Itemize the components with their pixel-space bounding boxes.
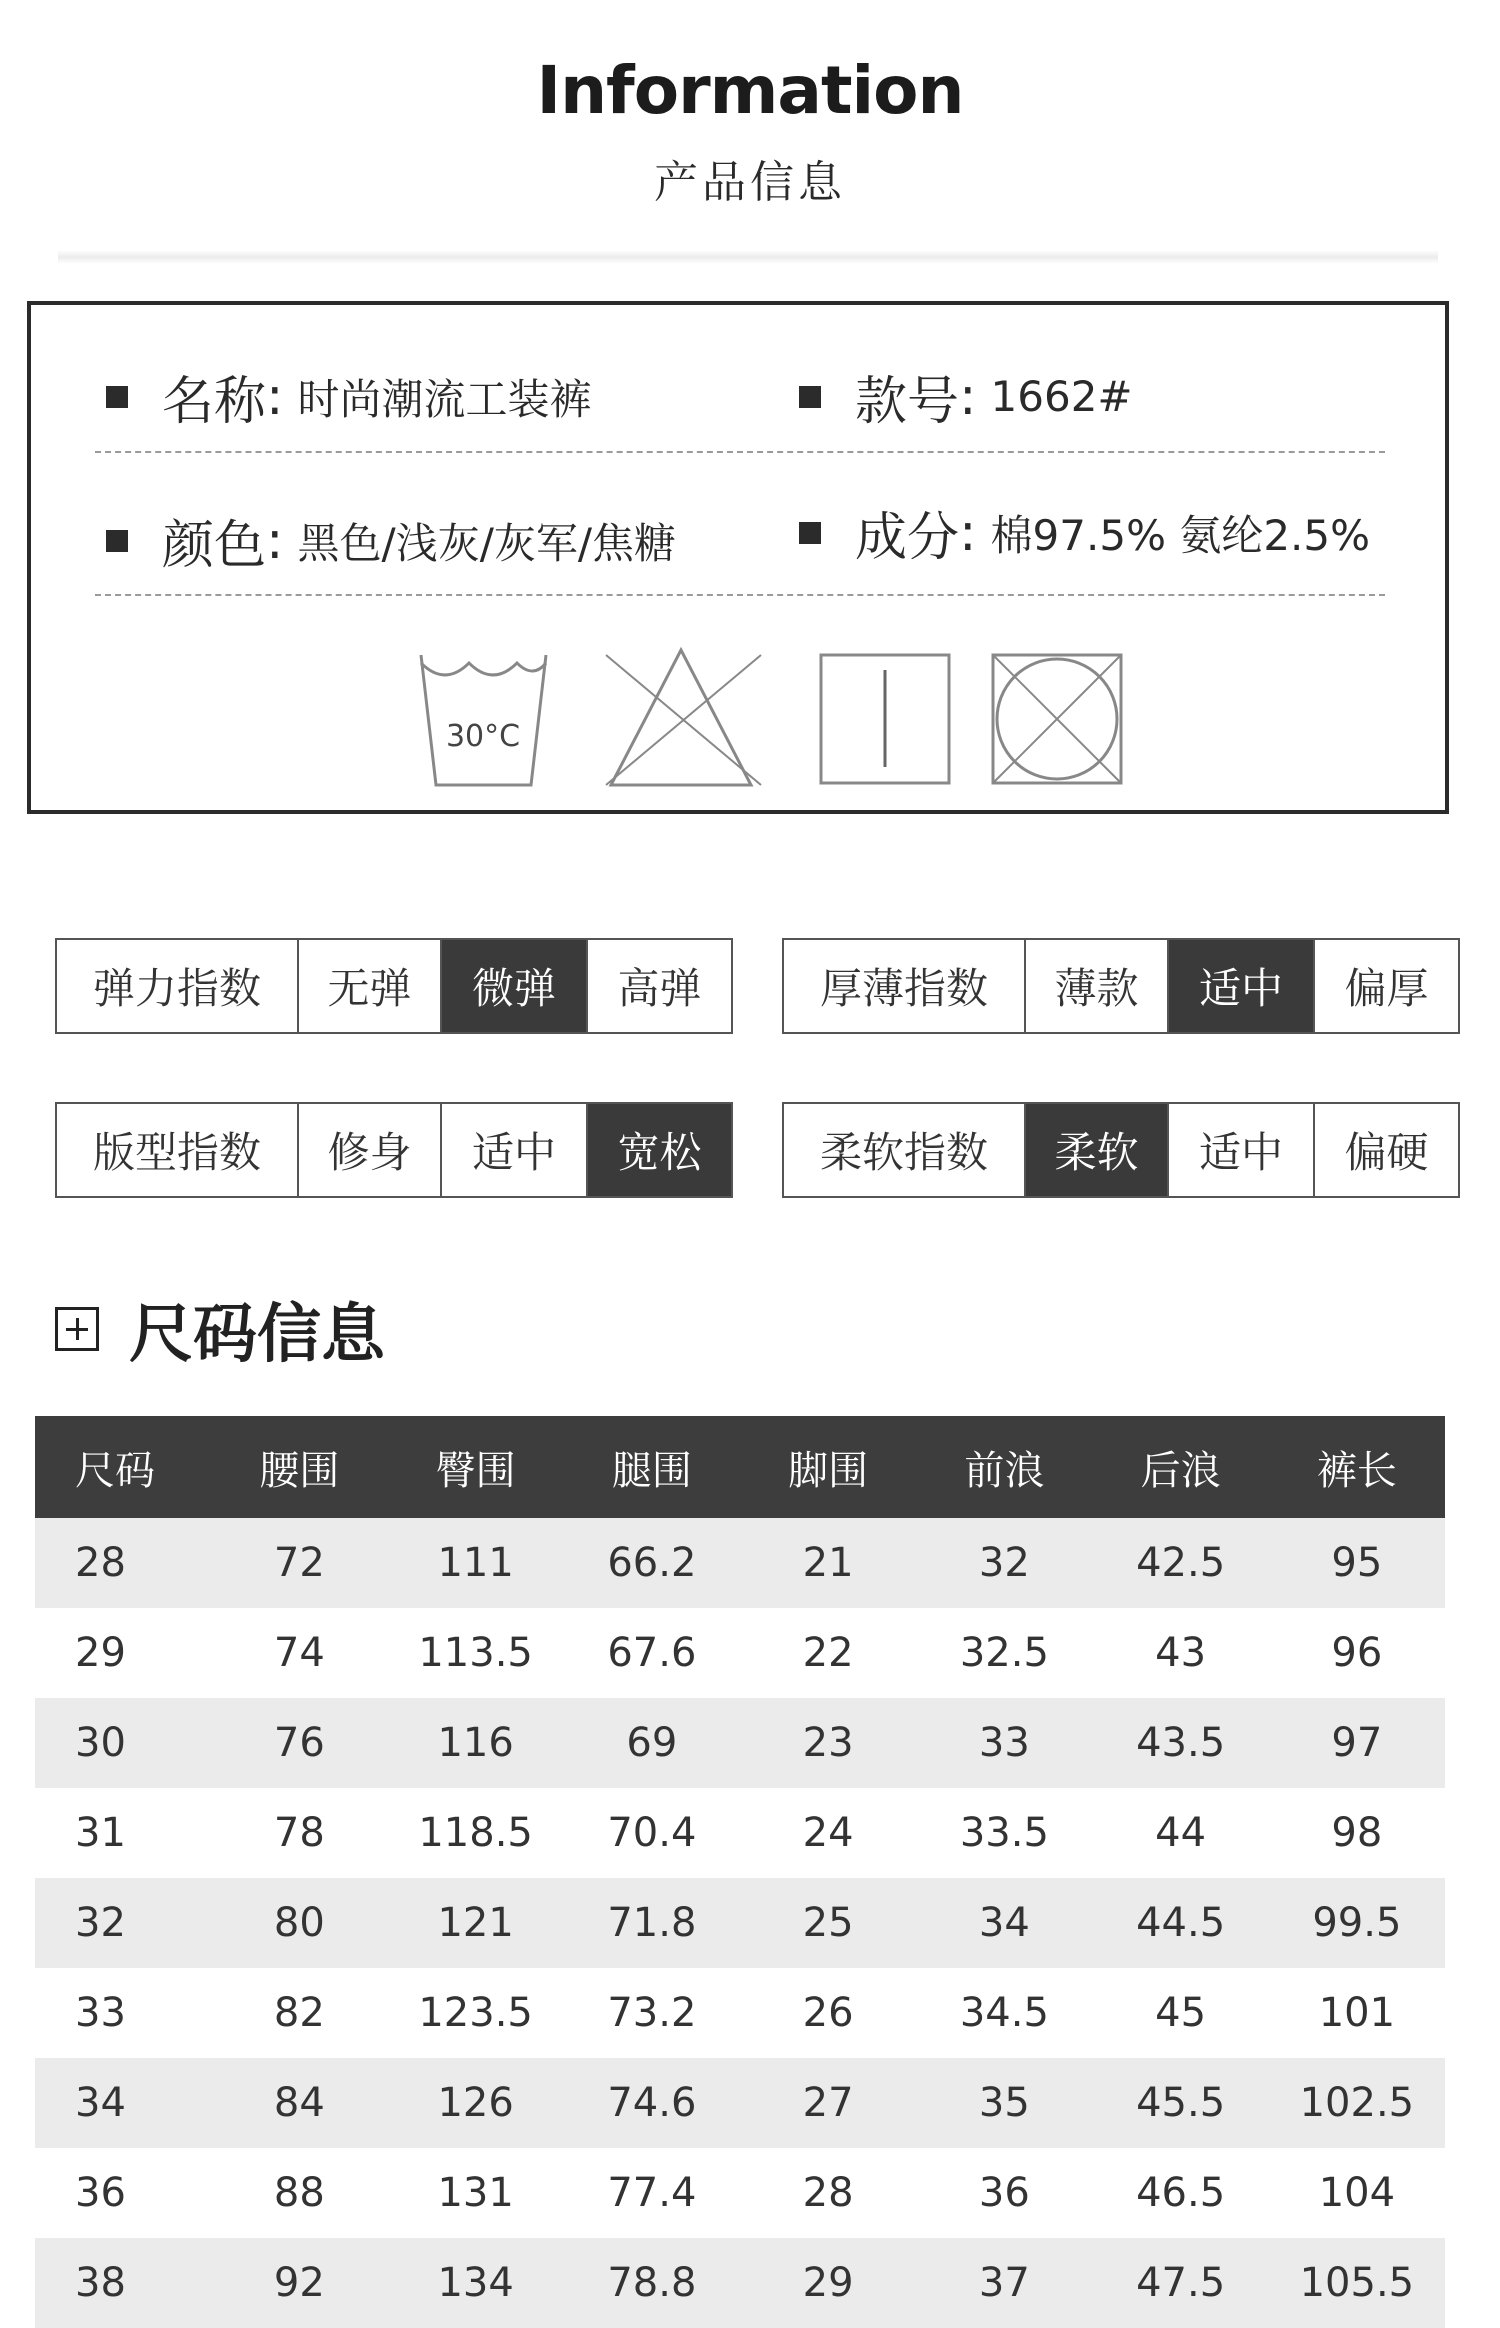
table-cell: 47.5 (1093, 2238, 1269, 2328)
table-cell: 37 (916, 2238, 1092, 2328)
info-style (799, 359, 1133, 434)
index-option-selected: 宽松 (586, 1104, 731, 1196)
table-cell: 118.5 (388, 1788, 564, 1878)
table-header-cell: 前浪 (916, 1416, 1092, 1518)
page-subtitle: 产品信息 (654, 157, 846, 208)
hang-dry-icon (821, 655, 949, 783)
table-cell: 32 (35, 1878, 211, 1968)
info-name-value: 时尚潮流工装裤 (297, 374, 592, 424)
table-header-cell: 尺码 (35, 1416, 211, 1518)
size-section-heading (55, 1283, 385, 1375)
index-thickness (782, 938, 1460, 1034)
table-cell: 32.5 (916, 1608, 1092, 1698)
table-cell: 46.5 (1093, 2148, 1269, 2238)
index-fit (55, 1102, 733, 1198)
table-header-cell: 腰围 (211, 1416, 387, 1518)
header-divider (58, 250, 1438, 264)
index-option: 适中 (1167, 1104, 1313, 1196)
index-label: 柔软指数 (819, 1128, 988, 1177)
table-cell: 134 (388, 2238, 564, 2328)
table-cell: 76 (211, 1698, 387, 1788)
table-cell: 95 (1269, 1518, 1445, 1608)
table-cell: 34 (916, 1878, 1092, 1968)
table-cell: 111 (388, 1518, 564, 1608)
no-bleach-icon (606, 650, 761, 785)
table-cell: 78 (211, 1788, 387, 1878)
bullet-square-icon (106, 530, 128, 552)
index-option: 适中 (440, 1104, 586, 1196)
table-cell: 66.2 (564, 1518, 740, 1608)
table-header-cell: 腿围 (564, 1416, 740, 1518)
table-header-cell: 后浪 (1093, 1416, 1269, 1518)
index-option: 薄款 (1024, 940, 1167, 1032)
index-option: 无弹 (297, 940, 440, 1032)
colon: : (959, 366, 977, 427)
bullet-square-icon (799, 522, 821, 544)
table-cell: 38 (35, 2238, 211, 2328)
table-header-cell: 臀围 (388, 1416, 564, 1518)
table-row (35, 1518, 1445, 1608)
index-option: 偏厚 (1313, 940, 1458, 1032)
table-row (35, 1878, 1445, 1968)
table-cell: 77.4 (564, 2148, 740, 2238)
colon: : (959, 502, 977, 563)
table-cell: 113.5 (388, 1608, 564, 1698)
size-section-title: 尺码信息 (129, 1298, 385, 1372)
table-cell: 36 (916, 2148, 1092, 2238)
index-option: 修身 (297, 1104, 440, 1196)
table-cell: 33 (916, 1698, 1092, 1788)
table-row (35, 2238, 1445, 2328)
info-material-value: 棉97.5% 氨纶2.5% (990, 510, 1371, 560)
table-cell: 45 (1093, 1968, 1269, 2058)
table-row (35, 1788, 1445, 1878)
table-cell: 35 (916, 2058, 1092, 2148)
info-style-value: 1662# (990, 372, 1133, 421)
table-cell: 88 (211, 2148, 387, 2238)
table-cell: 72 (211, 1518, 387, 1608)
table-cell: 104 (1269, 2148, 1445, 2238)
table-header-cell: 裤长 (1269, 1416, 1445, 1518)
info-color (106, 503, 676, 578)
info-material-label: 成分 (855, 508, 960, 568)
table-cell: 74 (211, 1608, 387, 1698)
index-label: 版型指数 (92, 1128, 261, 1177)
table-cell: 36 (35, 2148, 211, 2238)
table-cell: 34.5 (916, 1968, 1092, 2058)
table-cell: 80 (211, 1878, 387, 1968)
table-cell: 31 (35, 1788, 211, 1878)
table-cell: 102.5 (1269, 2058, 1445, 2148)
info-material (799, 495, 1370, 570)
wash-temp-label: 30°C (445, 719, 521, 754)
table-row (35, 2058, 1445, 2148)
info-style-label: 款号 (855, 372, 960, 432)
table-cell: 73.2 (564, 1968, 740, 2058)
table-cell: 69 (564, 1698, 740, 1788)
table-cell: 45.5 (1093, 2058, 1269, 2148)
colon: : (266, 510, 284, 571)
table-cell: 116 (388, 1698, 564, 1788)
table-cell: 33.5 (916, 1788, 1092, 1878)
table-cell: 22 (740, 1608, 916, 1698)
bullet-square-icon (799, 386, 821, 408)
table-cell: 123.5 (388, 1968, 564, 2058)
table-cell: 101 (1269, 1968, 1445, 2058)
table-cell: 121 (388, 1878, 564, 1968)
index-option-selected: 微弹 (440, 940, 586, 1032)
table-cell: 34 (35, 2058, 211, 2148)
table-header-row (35, 1416, 1445, 1518)
info-color-value: 黑色/浅灰/灰军/焦糖 (297, 518, 676, 568)
table-cell: 70.4 (564, 1788, 740, 1878)
page-title: Information (536, 52, 964, 129)
table-cell: 96 (1269, 1608, 1445, 1698)
table-row (35, 1608, 1445, 1698)
size-table (35, 1416, 1445, 2328)
table-cell: 98 (1269, 1788, 1445, 1878)
table-cell: 24 (740, 1788, 916, 1878)
index-option: 偏硬 (1313, 1104, 1458, 1196)
table-cell: 105.5 (1269, 2238, 1445, 2328)
index-option: 高弹 (586, 940, 731, 1032)
table-cell: 42.5 (1093, 1518, 1269, 1608)
table-cell: 99.5 (1269, 1878, 1445, 1968)
table-cell: 71.8 (564, 1878, 740, 1968)
table-cell: 29 (740, 2238, 916, 2328)
table-row (35, 1698, 1445, 1788)
info-name-label: 名称 (162, 372, 267, 432)
index-option-selected: 适中 (1167, 940, 1313, 1032)
table-row (35, 2148, 1445, 2238)
table-row (35, 1968, 1445, 2058)
index-softness (782, 1102, 1460, 1198)
index-elasticity (55, 938, 733, 1034)
table-cell: 74.6 (564, 2058, 740, 2148)
index-label: 厚薄指数 (819, 964, 988, 1013)
plus-box-icon (55, 1307, 99, 1351)
table-cell: 23 (740, 1698, 916, 1788)
table-cell: 92 (211, 2238, 387, 2328)
table-cell: 78.8 (564, 2238, 740, 2328)
table-cell: 28 (740, 2148, 916, 2238)
table-cell: 21 (740, 1518, 916, 1608)
table-cell: 84 (211, 2058, 387, 2148)
table-cell: 44 (1093, 1788, 1269, 1878)
table-cell: 26 (740, 1968, 916, 2058)
table-header-cell: 脚围 (740, 1416, 916, 1518)
bullet-square-icon (106, 386, 128, 408)
table-cell: 33 (35, 1968, 211, 2058)
table-cell: 126 (388, 2058, 564, 2148)
table-cell: 28 (35, 1518, 211, 1608)
table-cell: 27 (740, 2058, 916, 2148)
table-cell: 25 (740, 1878, 916, 1968)
table-cell: 97 (1269, 1698, 1445, 1788)
product-info-box (27, 301, 1449, 814)
info-color-label: 颜色 (162, 516, 267, 576)
table-cell: 30 (35, 1698, 211, 1788)
table-cell: 131 (388, 2148, 564, 2238)
table-cell: 44.5 (1093, 1878, 1269, 1968)
table-cell: 43.5 (1093, 1698, 1269, 1788)
table-cell: 67.6 (564, 1608, 740, 1698)
table-cell: 32 (916, 1518, 1092, 1608)
info-name (106, 359, 592, 434)
dashed-divider (95, 451, 1385, 453)
wash-30c-icon (421, 655, 546, 785)
table-cell: 82 (211, 1968, 387, 2058)
table-cell: 29 (35, 1608, 211, 1698)
index-label: 弹力指数 (92, 964, 261, 1013)
no-tumble-dry-icon (993, 655, 1121, 783)
colon: : (266, 366, 284, 427)
care-icons (391, 635, 1151, 795)
dashed-divider (95, 594, 1385, 596)
index-option-selected: 柔软 (1024, 1104, 1167, 1196)
table-cell: 43 (1093, 1608, 1269, 1698)
